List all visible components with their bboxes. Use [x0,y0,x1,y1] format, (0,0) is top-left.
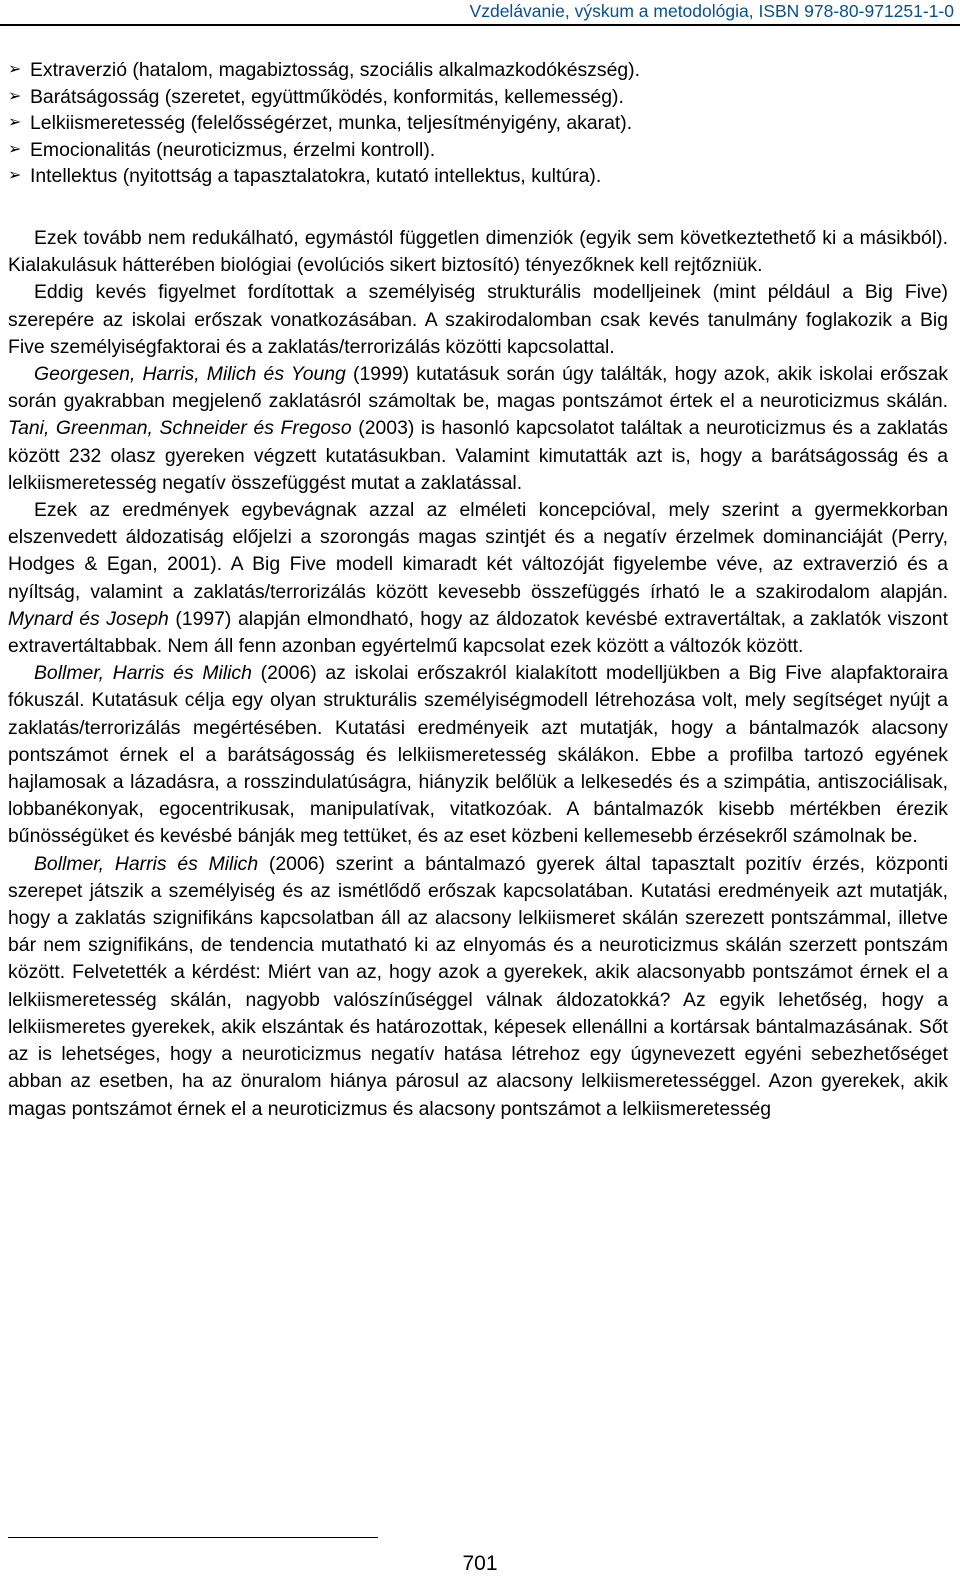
citation-authors: Bollmer, Harris és Milich [34,662,252,685]
page-number: 701 [462,1552,498,1575]
list-item [8,163,953,190]
list-item [8,57,953,84]
running-header [0,0,960,30]
header-title: Vzdelávanie, výskum a metodológia, ISBN 978-80-971251-1-0 [469,1,954,21]
bullet-list [8,57,953,190]
list-item-text: Intellektus (nyitottság a tapasztalatokra, kutató intellektus, kultúra). [30,165,602,188]
paragraph-text: (1999) kutatásuk során úgy találták, hogy azok, akik iskolai erőszak során gyakrabban megjelenő zaklatásról számoltak be, magas pontszámot értek el a neuroticizmus skálán. [8,363,949,413]
arrow-bullet-icon: ➢ [8,140,22,158]
paragraph-4 [8,497,948,660]
arrow-bullet-icon: ➢ [8,114,22,132]
paragraph-text: (1997) alapján elmondható, hogy az áldozatok kevésbé extravertáltak, a zaklatók viszont extravertáltabbak. Nem áll fenn azonban egyértelmű kapcsolat ezek között a változók között. [8,607,948,658]
paragraph-text: (2006) az iskolai erőszakról kialakított modelljükben a Big Five alapfaktoraira fókuszál. Kutatásuk célja egy olyan strukturális személyiségmodell létrehozása volt, mely segítséget nyújt a zaklatás/terrorizálás megértésében. Kutatási eredményeik azt mutatják, hogy a bántalmazók alacsony pontszámot érnek el a barátságosság és lelkiismeretesség skálákon. Ebbe a profilba tartozó egyének hajlamosak a lázadásra, a rosszindulatúságra, hiányzik belőlük a lelkesedés és a szimpátia, antiszociálisak, lobbanékonyak, egocentrikusak, manipulatívak, vitatkozóak. A bántalmazók kisebb mértékben érezik bűnösségüket és kevésbé bánják meg tettüket, és az eset közbeni kellemesebb érzésekről számolnak be. [8,662,948,848]
list-item [8,137,953,164]
paragraph-text: Ezek tovább nem redukálható, egymástól független dimenziók (egyik sem következtethető ki a másikból). Kialakulásuk hátterében biológiai (evolúciós sikert biztosító) tényezőknek kell rejtőzniük. [8,227,948,277]
list-item [8,84,953,111]
paragraph-6 [8,851,948,1123]
paragraph-text: Eddig kevés figyelmet fordítottak a személyiség strukturális modelljeinek (mint például a Big Five) szerepére az iskolai erőszak vonatkozásában. A szakirodalomban csak kevés tanulmány foglakozik a Big Five személyiségfaktorai és a zaklatás/terrorizálás közötti kapcsolattal. [8,281,948,358]
citation-authors: Bollmer, Harris és Milich [34,852,259,875]
citation-authors: Georgesen, Harris, Milich és Young [34,363,346,386]
list-item-text: Lelkiismeretesség (felelősségérzet, munka, teljesítményigény, akarat). [30,112,633,135]
citation-authors: Tani, Greenman, Schneider és Fregoso [8,417,352,440]
paragraph-text: (2003) is hasonló kapcsolatot találtak a neuroticizmus és a zaklatás között 232 olasz gyereken végzett kutatásukban. Valamint kimutatták azt is, hogy a barátságosság és a lelkiismeretesség negatív összefüggést mutat a zaklatással. [8,417,948,494]
paragraph-text: (2006) szerint a bántalmazó gyerek által tapasztalt pozitív érzés, központi szerepet játszik a személyiség és az ismétlődő erőszak kapcsolatában. Kutatási eredményeik azt mutatják, hogy a zaklatás szignifikáns kapcsolatban áll az alacsony lelkiismeret skálán szerezett pontszámmal, illetve bár nem szignifikáns, de tendencia mutatható ki az elnyomás és a neuroticizmus skálán szerzett pontszám között. Felvetették a kérdést: Miért van az, hogy azok a gyerekek, akik alacsonyabb pontszámot érnek el a lelkiismeretesség skálán, nagyobb valószínűséggel válnak áldozatokká? Az egyik lehetőség, hogy a lelkiismeretes gyerekek, akik elszántak és határozottak, képesek ellenállni a kortársak bántalmazásának. Sőt az is lehetséges, hogy a neuroticizmus negatív hatása létrehoz egy úgynevezett egyéni sebezhetőséget abban az esetben, ha az önuralom hiánya párosul az alacsony lelkiismeretességgel. Azon gyerekek, akik magas pontszámot érnek el a neuroticizmus és alacsony pontszámot a lelkiismeretesség [8,852,948,1120]
list-item-text: Barátságosság (szeretet, együttműködés, konformitás, kellemesség). [30,85,624,108]
list-item-text: Extraverzió (hatalom, magabiztosság, szociális alkalmazkodókészség). [30,59,640,81]
arrow-bullet-icon: ➢ [8,87,22,105]
list-item [8,110,953,137]
body-text [8,225,948,1123]
paragraph-text: Ezek az eredmények egybevágnak azzal az elméleti koncepcióval, mely szerint a gyermekkorban elszenvedett áldozatiság előjelzi a szorongás magas szintjét és a negatív érzelmek dominanciáját (Perry, Hodges & Egan, 2001). A Big Five modell kimaradt két változóját figyelembe véve, az extraverzió és a nyíltság, valamint a zaklatás/terrorizálás között kevesebb összefüggés írható le a szakirodalom alapján. [8,499,948,603]
list-item-text: Emocionalitás (neuroticizmus, érzelmi kontroll). [30,138,436,161]
footer-rule [8,1537,378,1538]
paragraph-5 [8,660,948,850]
arrow-bullet-icon: ➢ [8,61,22,78]
header-rule [0,24,960,26]
citation-authors: Mynard és Joseph [8,607,169,630]
arrow-bullet-icon: ➢ [8,167,22,185]
paragraph-3 [8,361,948,497]
paragraph-2 [8,279,948,361]
paragraph-1 [8,225,948,279]
